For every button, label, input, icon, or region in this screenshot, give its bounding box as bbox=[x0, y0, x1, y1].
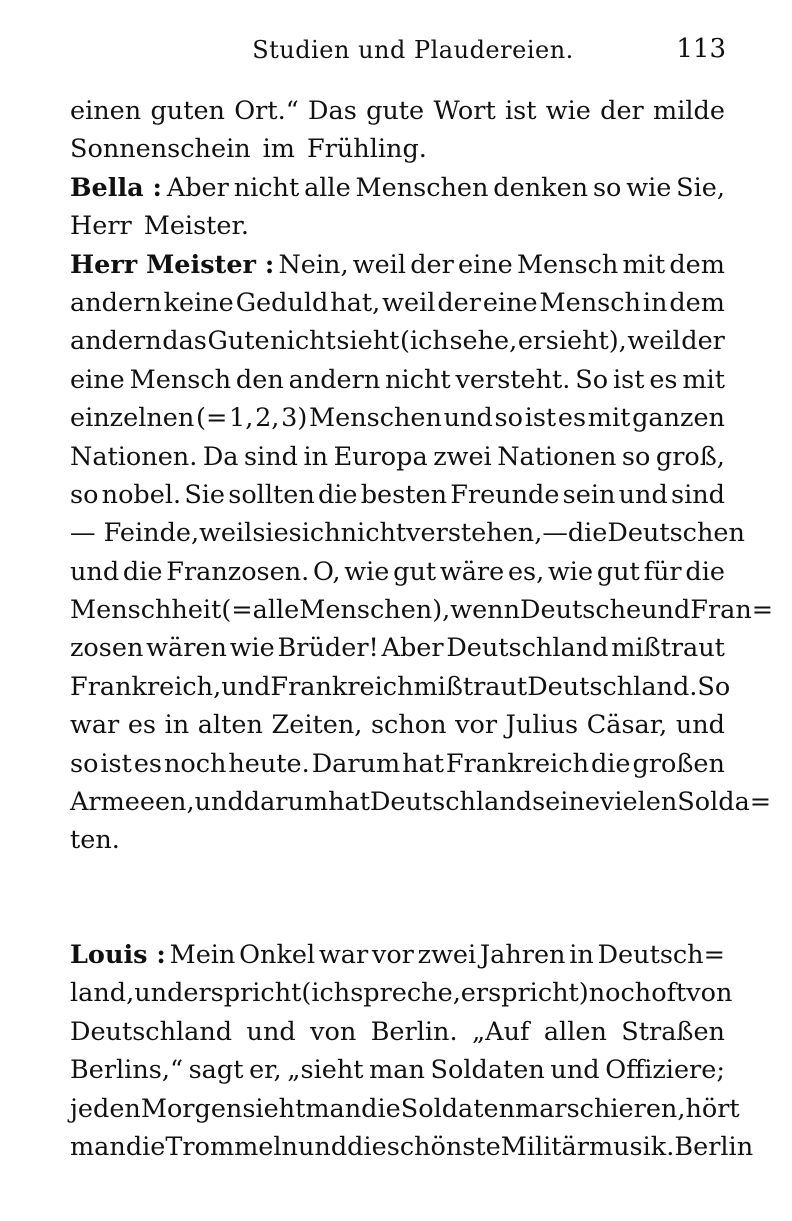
word: war bbox=[318, 940, 369, 970]
word: Aber bbox=[381, 633, 444, 664]
word: Militärmusik. bbox=[500, 1131, 675, 1162]
word: mit bbox=[622, 249, 666, 280]
word: war bbox=[70, 710, 120, 741]
page-header bbox=[70, 28, 726, 68]
word: andern bbox=[288, 364, 381, 395]
text-line bbox=[70, 706, 725, 744]
text-line bbox=[70, 322, 725, 360]
word: so bbox=[70, 479, 99, 510]
word: Menschen bbox=[309, 403, 442, 434]
running-title: Studien und Plaudereien. bbox=[252, 36, 574, 64]
text-line bbox=[70, 399, 725, 437]
word: sollten bbox=[228, 479, 315, 510]
word: Jahren bbox=[479, 940, 566, 970]
word: denken bbox=[493, 172, 589, 203]
speaker-name: Louis : bbox=[70, 940, 166, 970]
word: Mensch bbox=[539, 287, 641, 318]
word: Straßen bbox=[621, 1016, 725, 1047]
word: gut bbox=[393, 556, 437, 587]
word: weil bbox=[199, 518, 253, 549]
word: Julius bbox=[505, 710, 579, 741]
word: (= bbox=[196, 403, 228, 434]
word: die bbox=[125, 1131, 166, 1162]
text-line bbox=[70, 591, 774, 629]
word: ist bbox=[524, 403, 557, 434]
word: so bbox=[621, 441, 651, 472]
word: sieht bbox=[242, 1093, 306, 1124]
word: in bbox=[642, 287, 668, 318]
word: vor bbox=[371, 940, 414, 970]
word: die bbox=[590, 748, 631, 779]
word: (ich bbox=[301, 978, 351, 1009]
word: Trommeln bbox=[165, 1131, 298, 1162]
word: wie bbox=[545, 96, 591, 126]
word: Menschen), bbox=[299, 595, 451, 626]
word: vor bbox=[455, 710, 498, 741]
text-line bbox=[70, 514, 745, 552]
word: Deutsch= bbox=[597, 940, 725, 970]
word: Frankreich bbox=[445, 748, 590, 779]
word: Sie bbox=[184, 479, 226, 510]
word: Sie, bbox=[676, 172, 725, 203]
word: Deutschen bbox=[607, 518, 745, 549]
word: hat bbox=[328, 787, 370, 818]
word: mit bbox=[682, 364, 725, 395]
word: Meister. bbox=[143, 211, 249, 242]
word: die bbox=[567, 518, 608, 549]
word: Nationen. bbox=[70, 441, 198, 472]
word: und bbox=[221, 671, 271, 702]
word: spreche, bbox=[350, 978, 461, 1009]
word: er, bbox=[249, 1055, 282, 1086]
word: Mensch bbox=[129, 364, 232, 395]
word: Nationen bbox=[497, 441, 617, 472]
word: dem bbox=[669, 249, 725, 280]
word: man bbox=[305, 1093, 362, 1124]
text-line bbox=[70, 783, 772, 821]
text-block-dialogue bbox=[70, 92, 774, 860]
page-number: 113 bbox=[676, 34, 726, 64]
word: sieht bbox=[336, 326, 400, 357]
word: für bbox=[643, 556, 682, 587]
word: oft bbox=[651, 978, 687, 1009]
word: und bbox=[70, 556, 120, 587]
text-line bbox=[70, 745, 725, 783]
word: und bbox=[246, 1016, 296, 1047]
word: so bbox=[494, 403, 523, 434]
word: „sieht bbox=[287, 1055, 364, 1086]
speaker-name: Herr Meister : bbox=[70, 249, 275, 280]
word: sie bbox=[252, 518, 289, 549]
word: Freunde bbox=[450, 479, 560, 510]
word: groß, bbox=[655, 441, 725, 472]
word: noch bbox=[163, 748, 227, 779]
word: zosen bbox=[70, 633, 144, 664]
text-line bbox=[70, 1090, 740, 1128]
word: Darum bbox=[311, 748, 401, 779]
word: Geduld bbox=[235, 287, 329, 318]
text-block-louis bbox=[70, 936, 754, 1166]
word: Deutschland bbox=[70, 1016, 233, 1047]
word: und bbox=[618, 479, 668, 510]
text-line bbox=[70, 361, 725, 399]
word: 2, bbox=[255, 403, 280, 434]
word: es bbox=[133, 748, 163, 779]
word: guten bbox=[150, 96, 225, 126]
word: und bbox=[675, 710, 725, 741]
word: besten bbox=[360, 479, 447, 510]
word: jeden bbox=[70, 1093, 141, 1124]
word: Europa bbox=[333, 441, 428, 472]
word: wie bbox=[626, 172, 672, 203]
word: Wort bbox=[433, 96, 496, 126]
word: Franzosen. bbox=[166, 556, 310, 587]
word: sieht), bbox=[545, 326, 627, 357]
word: andern bbox=[70, 287, 162, 318]
word: — Feinde, bbox=[70, 518, 200, 549]
word: Soldaten bbox=[400, 1093, 516, 1124]
word: zwei bbox=[433, 441, 492, 472]
word: und bbox=[134, 978, 184, 1009]
word: Soldaten bbox=[430, 1055, 545, 1086]
word: Deutschland bbox=[369, 787, 533, 818]
word: Brüder! bbox=[277, 633, 379, 664]
word: nobel. bbox=[101, 479, 182, 510]
word: er bbox=[183, 978, 211, 1009]
word: land, bbox=[70, 978, 135, 1009]
word: der bbox=[437, 287, 481, 318]
word: nicht bbox=[270, 326, 336, 357]
word: es bbox=[557, 403, 587, 434]
word: eine bbox=[457, 249, 513, 280]
word: wenn bbox=[450, 595, 521, 626]
word: Mensch bbox=[516, 249, 619, 280]
text-line bbox=[70, 936, 725, 974]
word: und bbox=[443, 403, 493, 434]
word: Aber bbox=[166, 172, 229, 203]
word: keine bbox=[163, 287, 234, 318]
word: und bbox=[550, 1055, 600, 1086]
word: die bbox=[317, 479, 358, 510]
text-line bbox=[70, 207, 725, 245]
word: mißtraut bbox=[413, 671, 528, 702]
word: 1, bbox=[229, 403, 254, 434]
word: „Auf bbox=[471, 1016, 530, 1047]
word: gute bbox=[366, 96, 425, 126]
word: einen bbox=[70, 96, 142, 126]
word: versteht. bbox=[455, 364, 571, 395]
word: im bbox=[262, 134, 295, 165]
word: hat bbox=[402, 748, 444, 779]
word: und bbox=[297, 1131, 348, 1162]
word: der bbox=[600, 96, 644, 126]
word: alle bbox=[304, 172, 351, 203]
text-line bbox=[70, 668, 731, 706]
word: darum bbox=[243, 787, 329, 818]
word: der bbox=[410, 249, 454, 280]
word: es bbox=[127, 710, 157, 741]
word: milde bbox=[653, 96, 725, 126]
word: nicht bbox=[340, 518, 407, 549]
word: Offiziere; bbox=[605, 1055, 725, 1086]
word: man bbox=[70, 1131, 126, 1162]
word: hört bbox=[685, 1093, 740, 1124]
word: Das bbox=[308, 96, 357, 126]
word: er bbox=[517, 326, 546, 357]
word: wie bbox=[229, 633, 275, 664]
word: Berlins,“ bbox=[70, 1055, 183, 1086]
word: 3) bbox=[281, 403, 308, 434]
word: alle bbox=[252, 595, 300, 626]
text-line bbox=[70, 1013, 725, 1051]
word: in bbox=[569, 940, 594, 970]
word: von bbox=[310, 1016, 357, 1047]
word: sind bbox=[243, 441, 298, 472]
word: dem bbox=[669, 287, 725, 318]
word: einzelnen bbox=[70, 403, 195, 434]
word: die bbox=[347, 1131, 387, 1162]
word: — bbox=[542, 518, 568, 549]
text-line bbox=[70, 438, 725, 476]
word: Menschen bbox=[355, 172, 489, 203]
word: Solda= bbox=[677, 787, 772, 818]
word: Frankreich bbox=[270, 671, 414, 702]
word: Da bbox=[202, 441, 239, 472]
word: mit bbox=[587, 403, 631, 434]
word: und bbox=[641, 595, 691, 626]
word: sind bbox=[670, 479, 725, 510]
word: wären bbox=[146, 633, 227, 664]
word: O, bbox=[313, 556, 341, 587]
word: hat, bbox=[330, 287, 381, 318]
speaker-name: Bella : bbox=[70, 172, 162, 203]
text-line bbox=[70, 169, 725, 207]
word: seine bbox=[532, 787, 600, 818]
word: noch bbox=[588, 978, 652, 1009]
text-line bbox=[70, 92, 725, 130]
word: wie bbox=[344, 556, 390, 587]
word: spricht bbox=[210, 978, 302, 1009]
word: vielen bbox=[599, 787, 678, 818]
text-line bbox=[70, 1128, 754, 1166]
word: mißtraut bbox=[611, 633, 725, 664]
text-line bbox=[70, 553, 725, 591]
word: sich bbox=[288, 518, 341, 549]
word: nicht bbox=[385, 364, 451, 395]
word: Gute bbox=[207, 326, 270, 357]
word: Fran= bbox=[690, 595, 774, 626]
word: die bbox=[122, 556, 163, 587]
text-line bbox=[70, 1051, 725, 1089]
word: von bbox=[686, 978, 733, 1009]
word: es, bbox=[507, 556, 545, 587]
word: die bbox=[361, 1093, 401, 1124]
word: wie bbox=[547, 556, 594, 587]
word: Menschheit bbox=[70, 595, 222, 626]
word: Berlin bbox=[674, 1131, 754, 1162]
word: wäre bbox=[439, 556, 505, 587]
text-line bbox=[70, 629, 725, 667]
word: zwei bbox=[417, 940, 477, 970]
word: und bbox=[194, 787, 244, 818]
word: nicht bbox=[233, 172, 300, 203]
text-line bbox=[70, 974, 733, 1012]
word: Onkel bbox=[239, 940, 316, 970]
word: Mein bbox=[169, 940, 236, 970]
word: ganzen bbox=[632, 403, 725, 434]
word: Frühling. bbox=[307, 134, 427, 165]
word: Deutschland. bbox=[527, 671, 698, 702]
word: der bbox=[681, 326, 725, 357]
word: gut bbox=[596, 556, 640, 587]
word: Frankreich, bbox=[70, 671, 222, 702]
word: ten. bbox=[70, 825, 120, 856]
word: Ort.“ bbox=[234, 96, 299, 126]
word: ist bbox=[100, 748, 132, 779]
word: Sonnenschein bbox=[70, 134, 251, 165]
word: spricht) bbox=[488, 978, 589, 1009]
word: Zeiten, bbox=[271, 710, 363, 741]
word: eine bbox=[482, 287, 538, 318]
word: verstehen, bbox=[406, 518, 543, 549]
word: sehe, bbox=[449, 326, 518, 357]
word: eine bbox=[70, 364, 125, 395]
word: in bbox=[164, 710, 190, 741]
word: sagt bbox=[188, 1055, 244, 1086]
word: Armeeen, bbox=[70, 787, 195, 818]
word: (ich bbox=[400, 326, 449, 357]
word: Deutschland bbox=[446, 633, 609, 664]
word: es bbox=[649, 364, 678, 395]
text-line bbox=[70, 246, 725, 284]
text-line bbox=[70, 130, 725, 168]
word: weil bbox=[627, 326, 681, 357]
word: Herr bbox=[70, 211, 132, 242]
word: marschieren, bbox=[515, 1093, 686, 1124]
word: ist bbox=[505, 96, 537, 126]
text-line bbox=[70, 284, 725, 322]
word: schon bbox=[370, 710, 447, 741]
word: weil bbox=[382, 287, 436, 318]
word: Cäsar, bbox=[586, 710, 668, 741]
word: So bbox=[575, 364, 609, 395]
word: großen bbox=[632, 748, 725, 779]
word: alten bbox=[197, 710, 263, 741]
word: ist bbox=[612, 364, 645, 395]
word: man bbox=[369, 1055, 425, 1086]
word: weil bbox=[352, 249, 406, 280]
word: in bbox=[303, 441, 329, 472]
word: allen bbox=[543, 1016, 607, 1047]
word: so bbox=[70, 748, 99, 779]
word: Berlin. bbox=[370, 1016, 458, 1047]
text-line bbox=[70, 821, 725, 859]
text-line bbox=[70, 476, 725, 514]
word: schönste bbox=[386, 1131, 501, 1162]
word: Deutsche bbox=[520, 595, 642, 626]
word: (= bbox=[221, 595, 253, 626]
word: das bbox=[162, 326, 207, 357]
word: den bbox=[235, 364, 284, 395]
word: andern bbox=[70, 326, 162, 357]
word: So bbox=[697, 671, 731, 702]
word: heute. bbox=[228, 748, 310, 779]
word: sein bbox=[562, 479, 616, 510]
word: so bbox=[592, 172, 622, 203]
word: Nein, bbox=[278, 249, 349, 280]
word: er bbox=[460, 978, 489, 1009]
word: Morgen bbox=[140, 1093, 243, 1124]
word: die bbox=[685, 556, 725, 587]
